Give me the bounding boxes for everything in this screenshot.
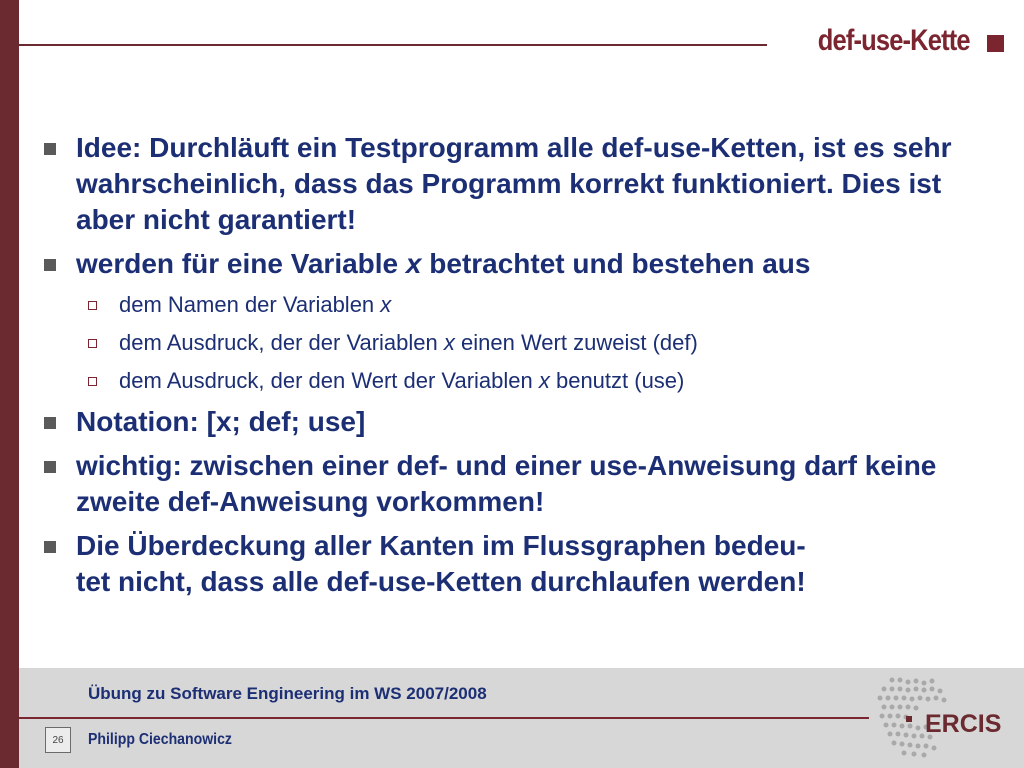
subitem-text: benutzt (use)	[549, 368, 685, 393]
bullet-text-line2: tet nicht, dass alle def-use-Ketten durchlaufen werden!	[76, 566, 806, 597]
variable-x: x	[405, 248, 422, 279]
slide-title: def-use-Kette	[818, 24, 970, 57]
bullet-idea	[40, 130, 1000, 238]
course-title: Übung zu Software Engineering im WS 2007/2008	[88, 684, 487, 703]
subitem-text: einen Wert zuweist (def)	[454, 330, 698, 355]
title-square-icon	[987, 35, 1004, 52]
bullet-text-line1: Die Überdeckung aller Kanten im Flussgraphen bedeu-	[76, 530, 806, 561]
bullet-coverage	[40, 528, 1000, 600]
variable-x: x	[443, 330, 455, 355]
subitem-text: dem Ausdruck, der der Variablen	[119, 330, 444, 355]
bullet-text: Idee: Durchläuft ein Testprogramm alle def-use-Ketten, ist es sehr wahrscheinlich, dass das Programm korrekt funktioniert. Dies ist aber nicht garantiert!	[76, 132, 952, 235]
bullet-text: betrachtet und bestehen aus	[421, 248, 811, 279]
subitem-text: dem Ausdruck, der den Wert der Variablen	[119, 368, 539, 393]
bullet-notation	[40, 404, 1000, 440]
ercis-logo-text: ERCIS	[925, 710, 1002, 738]
variable-x: x	[380, 292, 392, 317]
bullet-text: Notation: [x; def; use]	[76, 406, 366, 437]
footer-rule	[19, 717, 869, 719]
hollow-square-bullet-icon	[88, 377, 97, 386]
left-accent-bar	[0, 0, 19, 768]
page-number: 26	[45, 727, 71, 753]
bullet-text: wichtig: zwischen einer def- und einer use-Anweisung darf keine zweite def-Anweisung vorkommen!	[76, 450, 937, 517]
variable-x: x	[538, 368, 550, 393]
hollow-square-bullet-icon	[88, 339, 97, 348]
square-bullet-icon	[44, 461, 56, 473]
title-rule	[19, 44, 767, 46]
subitem-name	[40, 290, 1000, 320]
hollow-square-bullet-icon	[88, 301, 97, 310]
subitem-use	[40, 366, 1000, 396]
bullet-text: werden für eine Variable	[76, 248, 406, 279]
square-bullet-icon	[44, 259, 56, 271]
bullet-variable	[40, 246, 1000, 282]
square-bullet-icon	[44, 143, 56, 155]
slide-content	[40, 130, 1000, 608]
subitem-def	[40, 328, 1000, 358]
bullet-important	[40, 448, 1000, 520]
square-bullet-icon	[44, 541, 56, 553]
square-bullet-icon	[44, 417, 56, 429]
subitem-text: dem Namen der Variablen	[119, 292, 381, 317]
author-name: Philipp Ciechanowicz	[88, 731, 232, 748]
